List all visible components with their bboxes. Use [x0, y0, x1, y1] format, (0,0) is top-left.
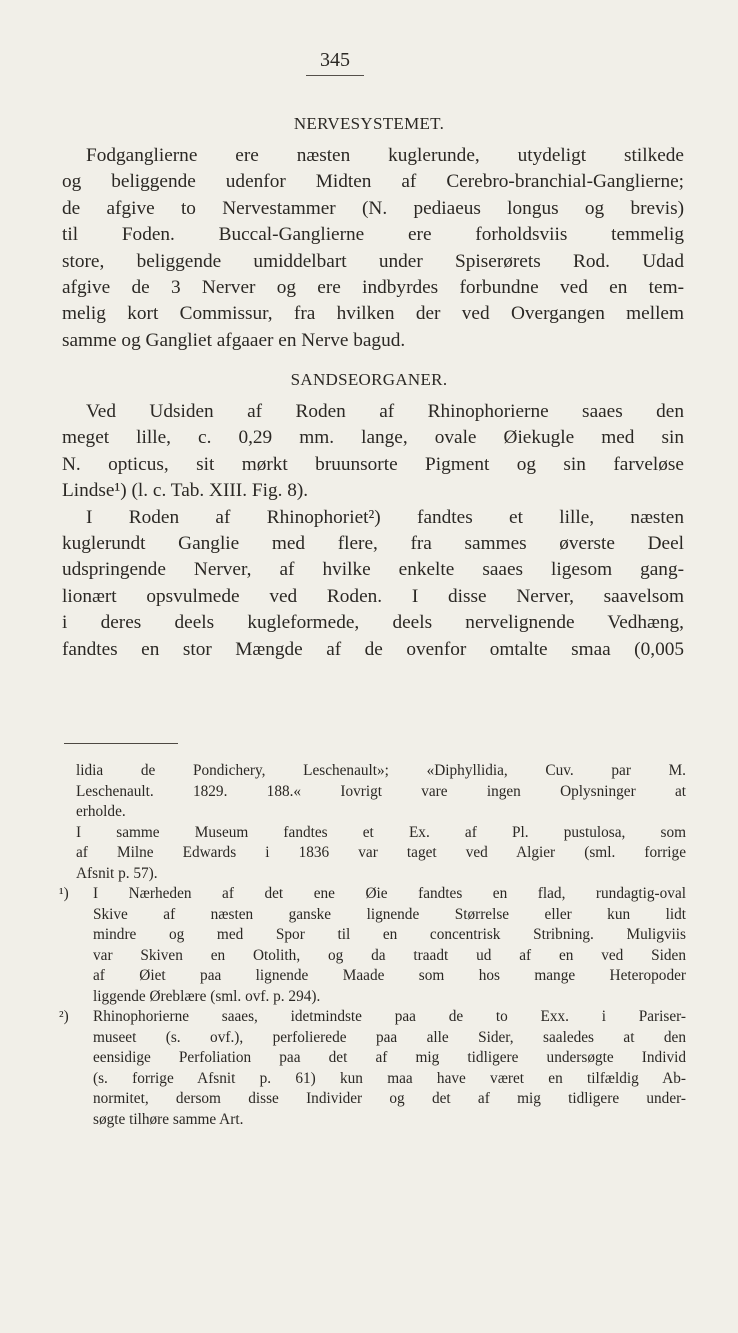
heading-nervesystemet: NERVESYSTEMET.: [293, 114, 445, 133]
text-line: de afgive to Nervestammer (N. pediaeus longus og brevis): [62, 197, 684, 219]
page-number: 345: [320, 49, 350, 71]
footnote-line: normitet, dersom disse Individer og det af mig tidligere under-: [93, 1090, 686, 1107]
footnote-line: (s. forrige Afsnit p. 61) kun maa have været en tilfældig Ab-: [93, 1069, 686, 1087]
footnote-line: liggende Øreblære (sml. ovf. p. 294).: [93, 987, 321, 1005]
footnote-line: lidia de Pondichery, Leschenault»; «Diphyllidia, Cuv. par M.: [76, 762, 686, 779]
footnote-line: af Øiet paa lignende Maade som hos mange Heteropoder: [93, 967, 686, 984]
text-line: store, beliggende umiddelbart under Spiserørets Rod. Udad: [62, 250, 684, 272]
footnote-1: [59, 884, 686, 1007]
text-line: udspringende Nerver, af hvilke enkelte saaes ligesom gang-: [62, 559, 684, 581]
text-line: meget lille, c. 0,29 mm. lange, ovale Øiekugle med sin: [62, 427, 684, 449]
text-line: i deres deels kugleformede, deels nervelignende Vedhæng,: [62, 612, 684, 634]
footnote-line: erholde.: [76, 803, 126, 820]
text-line: og beliggende udenfor Midten af Cerebro-branchial-Ganglierne;: [62, 171, 684, 193]
footnote-line: søgte tilhøre samme Art.: [93, 1110, 244, 1128]
footnote-line: Rhinophorierne saaes, idetmindste paa de to Exx. i Pariser-: [93, 1008, 686, 1025]
page-number-rule: [306, 75, 364, 76]
footnote-line: mindre og med Spor til en concentrisk Stribning. Muligviis: [93, 926, 686, 943]
footnote-line: Afsnit p. 57).: [76, 864, 158, 882]
footnote-line: I samme Museum fandtes et Ex. af Pl. pustulosa, som: [76, 823, 686, 841]
text-line: Fodganglierne ere næsten kuglerunde, utydeligt stilkede: [86, 145, 684, 166]
footnote-line: eensidige Perfoliation paa det af mig tidligere undersøgte Individ: [93, 1049, 686, 1066]
footnote-1-marker: ¹): [59, 885, 69, 902]
text-line: samme og Gangliet afgaaer en Nerve bagud.: [62, 329, 406, 351]
section-nervesystemet-text: [62, 143, 684, 354]
text-line: Ved Udsiden af Roden af Rhinophorierne saaes den: [86, 401, 684, 422]
text-line: kuglerundt Ganglie med flere, fra sammes øverste Deel: [62, 533, 684, 555]
footnote-line: var Skiven en Otolith, og da traadt ud af en ved Siden: [93, 946, 686, 964]
footnote-line: museet (s. ovf.), perfolierede paa alle Sider, saaledes at den: [93, 1028, 686, 1046]
section-sandseorganer-text: [62, 399, 684, 663]
text-line: lionært opsvulmede ved Roden. I disse Nerver, saavelsom: [62, 585, 684, 607]
text-line: melig kort Commissur, fra hvilken der ved Overgangen mellem: [62, 303, 684, 325]
footnote-line: Skive af næsten ganske lignende Størrelse eller kun lidt: [93, 905, 686, 923]
footnote-line: Leschenault. 1829. 188.« Iovrigt vare ingen Oplysninger at: [76, 782, 686, 800]
heading-sandseorganer: SANDSEORGANER.: [290, 370, 448, 389]
footnote-2-marker: ²): [59, 1008, 69, 1025]
text-line: Lindse¹) (l. c. Tab. XIII. Fig. 8).: [62, 480, 309, 502]
footnote-line: I Nærheden af det ene Øie fandtes en flad, rundagtig-oval: [93, 885, 686, 902]
text-line: I Roden af Rhinophoriet²) fandtes et lille, næsten: [86, 506, 684, 528]
footnote-2: [59, 1007, 686, 1130]
text-line: til Foden. Buccal-Ganglierne ere forholdsviis temmelig: [62, 224, 684, 246]
text-line: N. opticus, sit mørkt bruunsorte Pigment og sin farveløse: [62, 453, 684, 475]
footnote-line: af Milne Edwards i 1836 var taget ved Algier (sml. forrige: [76, 844, 686, 861]
text-line: fandtes en stor Mængde af de ovenfor omtalte smaa (0,005: [62, 638, 684, 660]
text-line: afgive de 3 Nerver og ere indbyrdes forbundne ved en tem-: [62, 277, 684, 299]
footnotes: [59, 761, 686, 1130]
footnote-rule: [64, 743, 178, 744]
